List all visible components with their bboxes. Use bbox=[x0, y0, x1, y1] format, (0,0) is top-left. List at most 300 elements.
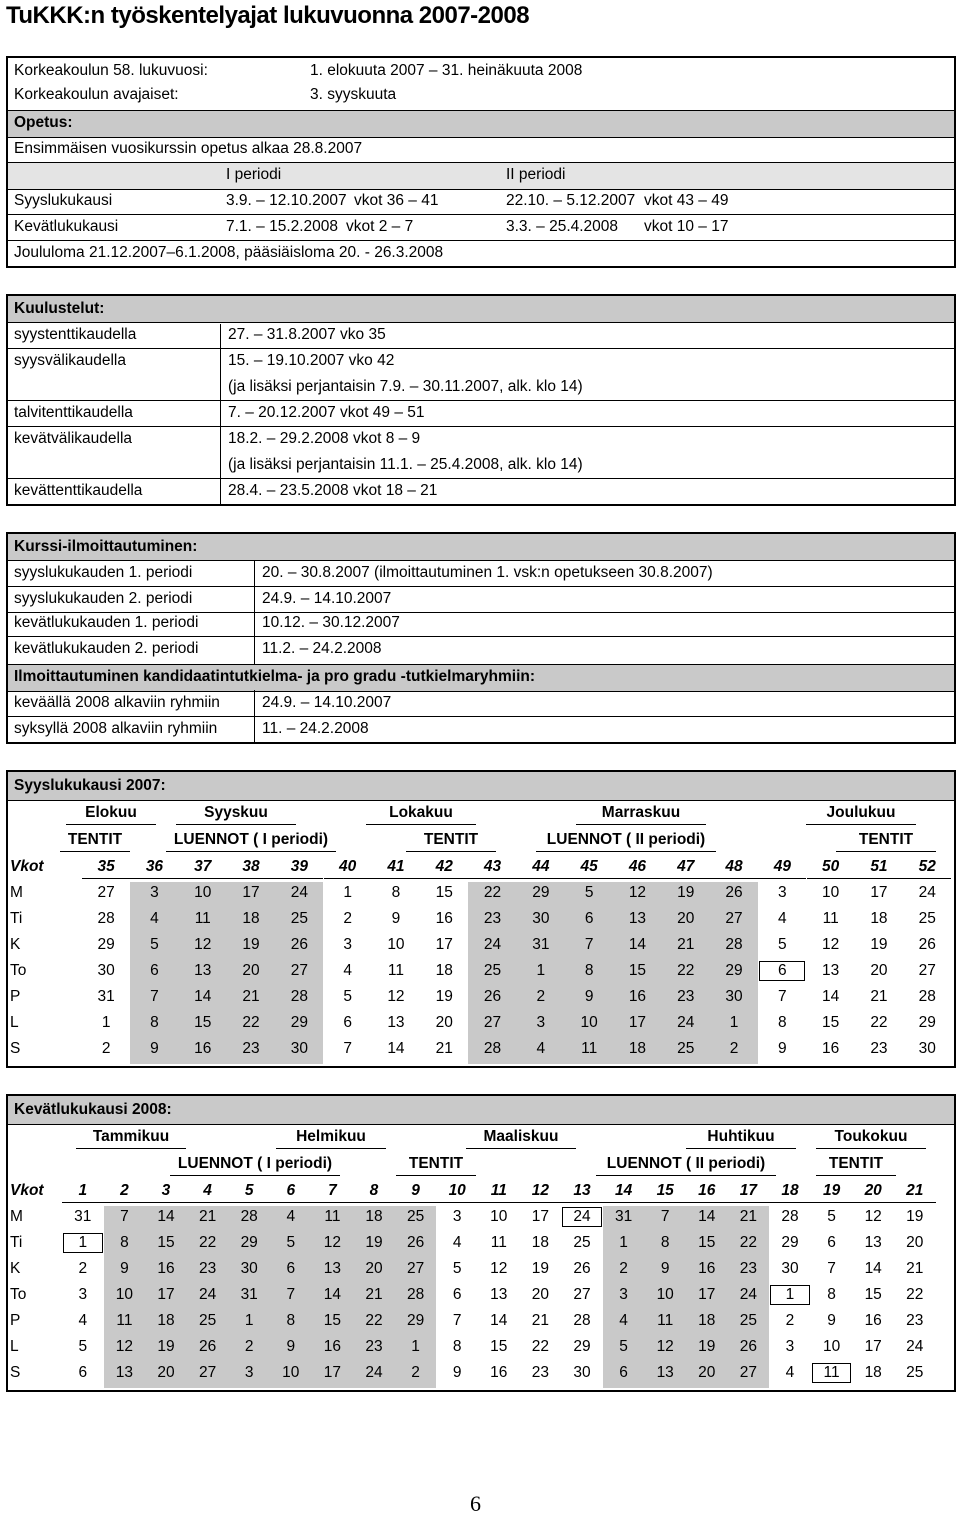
day-cell: 4 bbox=[452, 1234, 462, 1251]
syys-p1-weeks: vkot 36 – 41 bbox=[354, 192, 439, 209]
day-cell: 20 bbox=[157, 1364, 175, 1381]
day-cell: 6 bbox=[286, 1260, 296, 1277]
month-label: Lokakuu bbox=[366, 802, 476, 825]
day-cell: 1 bbox=[536, 962, 546, 979]
day-cell: 24 bbox=[906, 1338, 924, 1355]
week-number: 48 bbox=[710, 856, 758, 879]
day-cell: 7 bbox=[452, 1312, 462, 1329]
opetus-start: Ensimmäisen vuosikurssin opetus alkaa 28.8.2007 bbox=[14, 140, 363, 157]
divider bbox=[8, 348, 954, 349]
day-cell: 6 bbox=[343, 1014, 352, 1031]
day-cell: 11 bbox=[811, 1362, 853, 1384]
weekday-label: To bbox=[10, 1286, 27, 1303]
day-cell: 3 bbox=[78, 1286, 88, 1303]
week-number: 52 bbox=[903, 856, 951, 879]
day-cell: 27 bbox=[483, 1014, 502, 1031]
day-cell: 15 bbox=[822, 1014, 840, 1031]
weekday-label: P bbox=[10, 1312, 21, 1329]
day-cell: 30 bbox=[290, 1040, 308, 1057]
kuulustelut-heading-bar bbox=[8, 296, 954, 323]
day-cell: 29 bbox=[532, 884, 550, 901]
month-label: Syyskuu bbox=[176, 802, 296, 825]
period-header-bar bbox=[8, 162, 954, 190]
day-cell: 12 bbox=[387, 988, 405, 1005]
intro-label-1: Korkeakoulun 58. lukuvuosi: bbox=[14, 62, 208, 79]
day-cell: 26 bbox=[739, 1338, 758, 1355]
day-cell: 30 bbox=[561, 1362, 603, 1384]
day-cell: 30 bbox=[725, 988, 743, 1005]
day-cell: 29 bbox=[781, 1234, 799, 1251]
day-cell: 21 bbox=[242, 988, 260, 1005]
day-cell: 4 bbox=[150, 910, 159, 927]
day-cell: 19 bbox=[698, 1338, 716, 1355]
week-number: 14 bbox=[603, 1180, 645, 1203]
day-cell: 13 bbox=[864, 1234, 882, 1251]
day-cell: 29 bbox=[725, 962, 743, 979]
day-cell: 1 bbox=[619, 1234, 628, 1251]
page-title: TuKKK:n työskentelyajat lukuvuonna 2007-2008 bbox=[6, 2, 530, 29]
day-cell: 21 bbox=[531, 1312, 550, 1329]
day-cell: 30 bbox=[97, 962, 115, 979]
day-cell: 5 bbox=[778, 936, 787, 953]
week-number: 3 bbox=[145, 1180, 187, 1203]
day-cell: 10 bbox=[490, 1208, 508, 1225]
day-cell: 31 bbox=[240, 1286, 258, 1303]
day-cell: 15 bbox=[628, 962, 647, 979]
weekday-label: M bbox=[10, 884, 23, 901]
day-cell: 5 bbox=[452, 1260, 462, 1277]
day-cell: 18 bbox=[157, 1312, 175, 1329]
day-cell: 10 bbox=[194, 884, 212, 901]
week-number: 5 bbox=[228, 1180, 270, 1203]
day-cell: 19 bbox=[157, 1338, 175, 1355]
divider bbox=[8, 716, 954, 717]
day-cell: 9 bbox=[391, 910, 401, 927]
day-cell: 2 bbox=[244, 1338, 254, 1355]
day-cell: 13 bbox=[115, 1364, 134, 1381]
kurssi-heading: Kurssi-ilmoittautuminen: bbox=[14, 538, 198, 555]
kuulustelu-value: 7. – 20.12.2007 vkot 49 – 51 bbox=[228, 404, 425, 421]
day-cell: 5 bbox=[150, 936, 159, 953]
day-cell: 10 bbox=[822, 884, 840, 901]
day-cell: 10 bbox=[822, 1338, 841, 1355]
day-cell: 3 bbox=[536, 1014, 546, 1031]
weeks-label: Vkot bbox=[10, 858, 44, 875]
day-cell: 21 bbox=[198, 1208, 217, 1225]
divider bbox=[8, 636, 954, 637]
week-number: 41 bbox=[372, 856, 420, 879]
phase-label: TENTIT bbox=[60, 829, 130, 852]
day-cell: 11 bbox=[657, 1312, 674, 1329]
day-cell: 1 bbox=[769, 1284, 811, 1306]
day-cell: 6 bbox=[827, 1234, 836, 1251]
day-cell: 30 bbox=[240, 1260, 258, 1277]
day-cell: 4 bbox=[343, 962, 352, 979]
day-cell: 9 bbox=[778, 1040, 787, 1057]
day-cell: 17 bbox=[435, 936, 453, 953]
day-cell: 6 bbox=[758, 960, 806, 982]
day-cell: 10 bbox=[115, 1286, 134, 1303]
day-cell: 3 bbox=[343, 936, 352, 953]
week-number: 11 bbox=[478, 1180, 520, 1203]
day-cell: 12 bbox=[323, 1234, 342, 1251]
day-cell: 11 bbox=[194, 910, 211, 927]
day-cell: 16 bbox=[628, 988, 647, 1005]
day-cell: 9 bbox=[452, 1364, 462, 1381]
day-cell: 15 bbox=[323, 1312, 342, 1329]
week-number: 40 bbox=[324, 856, 372, 879]
week-number: 36 bbox=[130, 856, 178, 879]
day-cell: 20 bbox=[531, 1286, 550, 1303]
day-cell: 16 bbox=[698, 1260, 716, 1277]
period-1-header: I periodi bbox=[226, 166, 282, 183]
day-cell: 1 bbox=[729, 1014, 739, 1031]
intro-label-2: Korkeakoulun avajaiset: bbox=[14, 86, 179, 103]
day-cell: 29 bbox=[240, 1234, 258, 1251]
month-label: Tammikuu bbox=[76, 1126, 186, 1149]
day-cell: 25 bbox=[739, 1312, 758, 1329]
kuulustelu-value: 28.4. – 23.5.2008 vkot 18 – 21 bbox=[228, 482, 438, 499]
day-cell: 23 bbox=[365, 1338, 383, 1355]
day-cell: 19 bbox=[906, 1208, 924, 1225]
day-cell: 1 bbox=[343, 884, 352, 901]
phase-label: TENTIT bbox=[816, 1153, 896, 1176]
weeks-label: Vkot bbox=[10, 1182, 44, 1199]
phase-label: TENTIT bbox=[396, 1153, 476, 1176]
week-number: 17 bbox=[728, 1180, 770, 1203]
day-cell: 11 bbox=[324, 1208, 341, 1225]
day-cell: 12 bbox=[194, 936, 212, 953]
day-cell: 6 bbox=[619, 1364, 628, 1381]
day-cell: 25 bbox=[561, 1232, 603, 1254]
day-cell: 3 bbox=[785, 1338, 795, 1355]
week-number: 38 bbox=[227, 856, 275, 879]
day-cell: 9 bbox=[286, 1338, 296, 1355]
day-cell: 17 bbox=[864, 1338, 882, 1355]
week-number: 20 bbox=[852, 1180, 894, 1203]
day-cell: 12 bbox=[864, 1208, 882, 1225]
day-cell: 5 bbox=[584, 884, 594, 901]
kurssi-value: 11.2. – 24.2.2008 bbox=[262, 640, 382, 657]
day-cell: 14 bbox=[157, 1208, 175, 1225]
column-divider bbox=[254, 560, 255, 664]
day-cell: 25 bbox=[677, 1040, 695, 1057]
day-cell: 5 bbox=[827, 1208, 836, 1225]
day-cell: 7 bbox=[778, 988, 787, 1005]
day-cell: 24 bbox=[483, 936, 502, 953]
day-cell: 17 bbox=[242, 884, 260, 901]
day-cell: 31 bbox=[97, 988, 115, 1005]
phase-label: LUENNOT ( II periodi) bbox=[596, 1153, 776, 1176]
column-divider bbox=[220, 324, 221, 504]
day-cell: 14 bbox=[194, 988, 212, 1005]
day-cell: 28 bbox=[240, 1208, 258, 1225]
phase-label: LUENNOT ( I periodi) bbox=[170, 1153, 340, 1176]
day-cell: 15 bbox=[698, 1234, 716, 1251]
day-cell: 22 bbox=[483, 884, 502, 901]
day-cell: 4 bbox=[286, 1208, 296, 1225]
day-cell: 23 bbox=[906, 1312, 924, 1329]
day-cell: 13 bbox=[656, 1364, 674, 1381]
day-cell: 20 bbox=[365, 1260, 383, 1277]
day-cell: 16 bbox=[157, 1260, 175, 1277]
day-cell: 17 bbox=[323, 1364, 342, 1381]
day-cell: 17 bbox=[870, 884, 888, 901]
day-cell: 1 bbox=[62, 1232, 104, 1254]
weekday-label: S bbox=[10, 1364, 21, 1381]
week-number: 6 bbox=[270, 1180, 312, 1203]
week-number: 50 bbox=[807, 856, 855, 879]
weekday-label: S bbox=[10, 1040, 21, 1057]
kuulustelu-label: syysvälikaudella bbox=[14, 352, 126, 369]
opetus-heading-bar bbox=[8, 110, 954, 138]
day-cell: 26 bbox=[918, 936, 936, 953]
kevat-label: Kevätlukukausi bbox=[14, 218, 119, 235]
day-cell: 3 bbox=[244, 1364, 254, 1381]
day-cell: 4 bbox=[619, 1312, 628, 1329]
day-cell: 5 bbox=[286, 1234, 296, 1251]
day-cell: 13 bbox=[822, 962, 840, 979]
day-cell: 8 bbox=[827, 1286, 836, 1303]
day-cell: 19 bbox=[677, 884, 695, 901]
day-cell: 12 bbox=[628, 884, 647, 901]
day-cell: 22 bbox=[242, 1014, 260, 1031]
day-cell: 23 bbox=[870, 1040, 888, 1057]
day-cell: 7 bbox=[660, 1208, 670, 1225]
week-number: 18 bbox=[769, 1180, 811, 1203]
day-cell: 18 bbox=[870, 910, 888, 927]
day-cell: 1 bbox=[244, 1312, 254, 1329]
phase-label: TENTIT bbox=[406, 829, 496, 852]
kurssi-label: kevätlukukauden 1. periodi bbox=[14, 614, 199, 631]
day-cell: 20 bbox=[698, 1364, 716, 1381]
day-cell: 6 bbox=[78, 1364, 88, 1381]
day-cell: 1 bbox=[101, 1014, 111, 1031]
kuulustelut-heading: Kuulustelut: bbox=[14, 300, 105, 317]
syys-p1: 3.9. – 12.10.2007 bbox=[226, 192, 347, 209]
week-number: 35 bbox=[82, 856, 130, 879]
day-cell: 8 bbox=[120, 1234, 129, 1251]
day-cell: 7 bbox=[286, 1286, 296, 1303]
weekday-label: L bbox=[10, 1014, 19, 1031]
day-cell: 29 bbox=[290, 1014, 308, 1031]
day-cell: 11 bbox=[490, 1234, 507, 1251]
kurssi-label: syyslukukauden 2. periodi bbox=[14, 590, 193, 607]
weekday-label: Ti bbox=[10, 1234, 23, 1251]
weekday-label: P bbox=[10, 988, 21, 1005]
day-cell: 6 bbox=[584, 910, 594, 927]
week-number: 47 bbox=[662, 856, 710, 879]
day-cell: 13 bbox=[194, 962, 212, 979]
day-cell: 30 bbox=[532, 910, 550, 927]
week-number: 49 bbox=[758, 856, 806, 879]
day-cell: 9 bbox=[150, 1040, 159, 1057]
week-number: 8 bbox=[353, 1180, 395, 1203]
day-cell: 8 bbox=[286, 1312, 296, 1329]
day-cell: 27 bbox=[97, 884, 115, 901]
day-cell: 20 bbox=[435, 1014, 453, 1031]
day-cell: 2 bbox=[78, 1260, 88, 1277]
divider bbox=[8, 240, 954, 241]
day-cell: 27 bbox=[725, 910, 743, 927]
day-cell: 30 bbox=[781, 1260, 799, 1277]
day-cell: 13 bbox=[323, 1260, 342, 1277]
day-cell: 26 bbox=[561, 1258, 603, 1280]
day-cell: 3 bbox=[150, 884, 159, 901]
page-number: 6 bbox=[470, 1491, 481, 1516]
day-cell: 12 bbox=[656, 1338, 674, 1355]
day-cell: 5 bbox=[619, 1338, 628, 1355]
month-label: Elokuu bbox=[66, 802, 156, 825]
day-cell: 19 bbox=[242, 936, 260, 953]
day-cell: 7 bbox=[584, 936, 594, 953]
week-number: 1 bbox=[62, 1180, 104, 1203]
divider bbox=[8, 586, 954, 587]
syys-label: Syyslukukausi bbox=[14, 192, 113, 209]
day-cell: 17 bbox=[698, 1286, 716, 1303]
day-cell: 24 bbox=[677, 1014, 695, 1031]
day-cell: 9 bbox=[827, 1312, 836, 1329]
day-cell: 7 bbox=[343, 1040, 352, 1057]
day-cell: 7 bbox=[150, 988, 159, 1005]
day-cell: 22 bbox=[198, 1234, 217, 1251]
weekday-label: K bbox=[10, 1260, 21, 1277]
day-cell: 2 bbox=[343, 910, 352, 927]
divider bbox=[8, 400, 954, 401]
day-cell: 14 bbox=[698, 1208, 716, 1225]
day-cell: 10 bbox=[580, 1014, 598, 1031]
kuulustelu-label: kevättenttikaudella bbox=[14, 482, 143, 499]
week-number: 4 bbox=[187, 1180, 229, 1203]
day-cell: 21 bbox=[906, 1260, 924, 1277]
day-cell: 19 bbox=[365, 1234, 383, 1251]
day-cell: 31 bbox=[614, 1208, 633, 1225]
day-cell: 8 bbox=[660, 1234, 670, 1251]
week-number: 37 bbox=[179, 856, 227, 879]
week-number: 13 bbox=[561, 1180, 603, 1203]
day-cell: 8 bbox=[391, 884, 401, 901]
kurssi-value: 10.12. – 30.12.2007 bbox=[262, 614, 400, 631]
day-cell: 22 bbox=[365, 1312, 383, 1329]
day-cell: 11 bbox=[822, 910, 839, 927]
day-cell: 23 bbox=[198, 1260, 217, 1277]
day-cell: 3 bbox=[619, 1286, 628, 1303]
day-cell: 8 bbox=[150, 1014, 159, 1031]
day-cell: 13 bbox=[628, 910, 647, 927]
day-cell: 20 bbox=[906, 1234, 924, 1251]
day-cell: 28 bbox=[781, 1208, 799, 1225]
day-cell: 26 bbox=[198, 1338, 217, 1355]
day-cell: 17 bbox=[628, 1014, 647, 1031]
day-cell: 28 bbox=[918, 988, 936, 1005]
week-number: 2 bbox=[104, 1180, 146, 1203]
day-cell: 4 bbox=[778, 910, 787, 927]
week-number: 44 bbox=[517, 856, 565, 879]
day-cell: 2 bbox=[411, 1364, 420, 1381]
week-number: 12 bbox=[520, 1180, 562, 1203]
day-cell: 3 bbox=[452, 1208, 462, 1225]
month-label: Joulukuu bbox=[806, 802, 916, 825]
day-cell: 14 bbox=[628, 936, 647, 953]
day-cell: 29 bbox=[406, 1312, 425, 1329]
kuulustelu-value: 18.2. – 29.2.2008 vkot 8 – 9 bbox=[228, 430, 421, 447]
day-cell: 21 bbox=[435, 1040, 453, 1057]
day-cell: 10 bbox=[656, 1286, 674, 1303]
week-number: 45 bbox=[565, 856, 613, 879]
kurssi2-label: keväällä 2008 alkaviin ryhmiin bbox=[14, 694, 220, 711]
day-cell: 18 bbox=[365, 1208, 383, 1225]
day-cell: 28 bbox=[406, 1286, 425, 1303]
kuulustelu-value: (ja lisäksi perjantaisin 11.1. – 25.4.2008, alk. klo 14) bbox=[228, 456, 583, 473]
divider bbox=[8, 214, 954, 215]
day-cell: 2 bbox=[729, 1040, 739, 1057]
day-cell: 3 bbox=[778, 884, 787, 901]
week-number: 10 bbox=[436, 1180, 478, 1203]
day-cell: 27 bbox=[561, 1284, 603, 1306]
day-cell: 27 bbox=[918, 962, 936, 979]
day-cell: 21 bbox=[870, 988, 888, 1005]
day-cell: 24 bbox=[561, 1206, 603, 1228]
weekday-label: Ti bbox=[10, 910, 23, 927]
day-cell: 13 bbox=[490, 1286, 508, 1303]
day-cell: 15 bbox=[194, 1014, 212, 1031]
week-number: 15 bbox=[644, 1180, 686, 1203]
day-cell: 16 bbox=[864, 1312, 882, 1329]
week-number: 16 bbox=[686, 1180, 728, 1203]
day-cell: 25 bbox=[483, 962, 502, 979]
week-number: 19 bbox=[811, 1180, 853, 1203]
day-cell: 16 bbox=[323, 1338, 342, 1355]
day-cell: 25 bbox=[406, 1208, 425, 1225]
day-cell: 24 bbox=[739, 1286, 758, 1303]
phase-label: LUENNOT ( I periodi) bbox=[166, 829, 336, 852]
day-cell: 26 bbox=[290, 936, 308, 953]
day-cell: 9 bbox=[660, 1260, 670, 1277]
day-cell: 28 bbox=[97, 910, 115, 927]
day-cell: 25 bbox=[198, 1312, 217, 1329]
divider bbox=[8, 478, 954, 479]
kurssi-label: kevätlukukauden 2. periodi bbox=[14, 640, 199, 657]
day-cell: 4 bbox=[536, 1040, 546, 1057]
week-number: 7 bbox=[312, 1180, 354, 1203]
day-cell: 18 bbox=[435, 962, 453, 979]
day-cell: 19 bbox=[531, 1260, 550, 1277]
day-cell: 21 bbox=[739, 1208, 758, 1225]
kevat-p1-weeks: vkot 2 – 7 bbox=[346, 218, 414, 235]
day-cell: 2 bbox=[785, 1312, 795, 1329]
day-cell: 27 bbox=[198, 1364, 217, 1381]
month-label: Huhtikuu bbox=[686, 1126, 796, 1149]
day-cell: 11 bbox=[581, 1040, 598, 1057]
day-cell: 30 bbox=[918, 1040, 936, 1057]
day-cell: 8 bbox=[584, 962, 594, 979]
day-cell: 5 bbox=[343, 988, 352, 1005]
day-cell: 20 bbox=[677, 910, 695, 927]
day-cell: 21 bbox=[365, 1286, 383, 1303]
day-cell: 28 bbox=[290, 988, 308, 1005]
day-cell: 1 bbox=[411, 1338, 420, 1355]
day-cell: 22 bbox=[906, 1286, 924, 1303]
intro-value-2: 3. syyskuuta bbox=[310, 86, 397, 103]
day-cell: 15 bbox=[157, 1234, 175, 1251]
syys-p2-weeks: vkot 43 – 49 bbox=[644, 192, 729, 209]
divider bbox=[8, 612, 954, 613]
day-cell: 14 bbox=[323, 1286, 342, 1303]
period-2-header: II periodi bbox=[506, 166, 566, 183]
weekday-label: L bbox=[10, 1338, 19, 1355]
day-cell: 31 bbox=[532, 936, 550, 953]
kevat-p1: 7.1. – 15.2.2008 bbox=[226, 218, 339, 235]
